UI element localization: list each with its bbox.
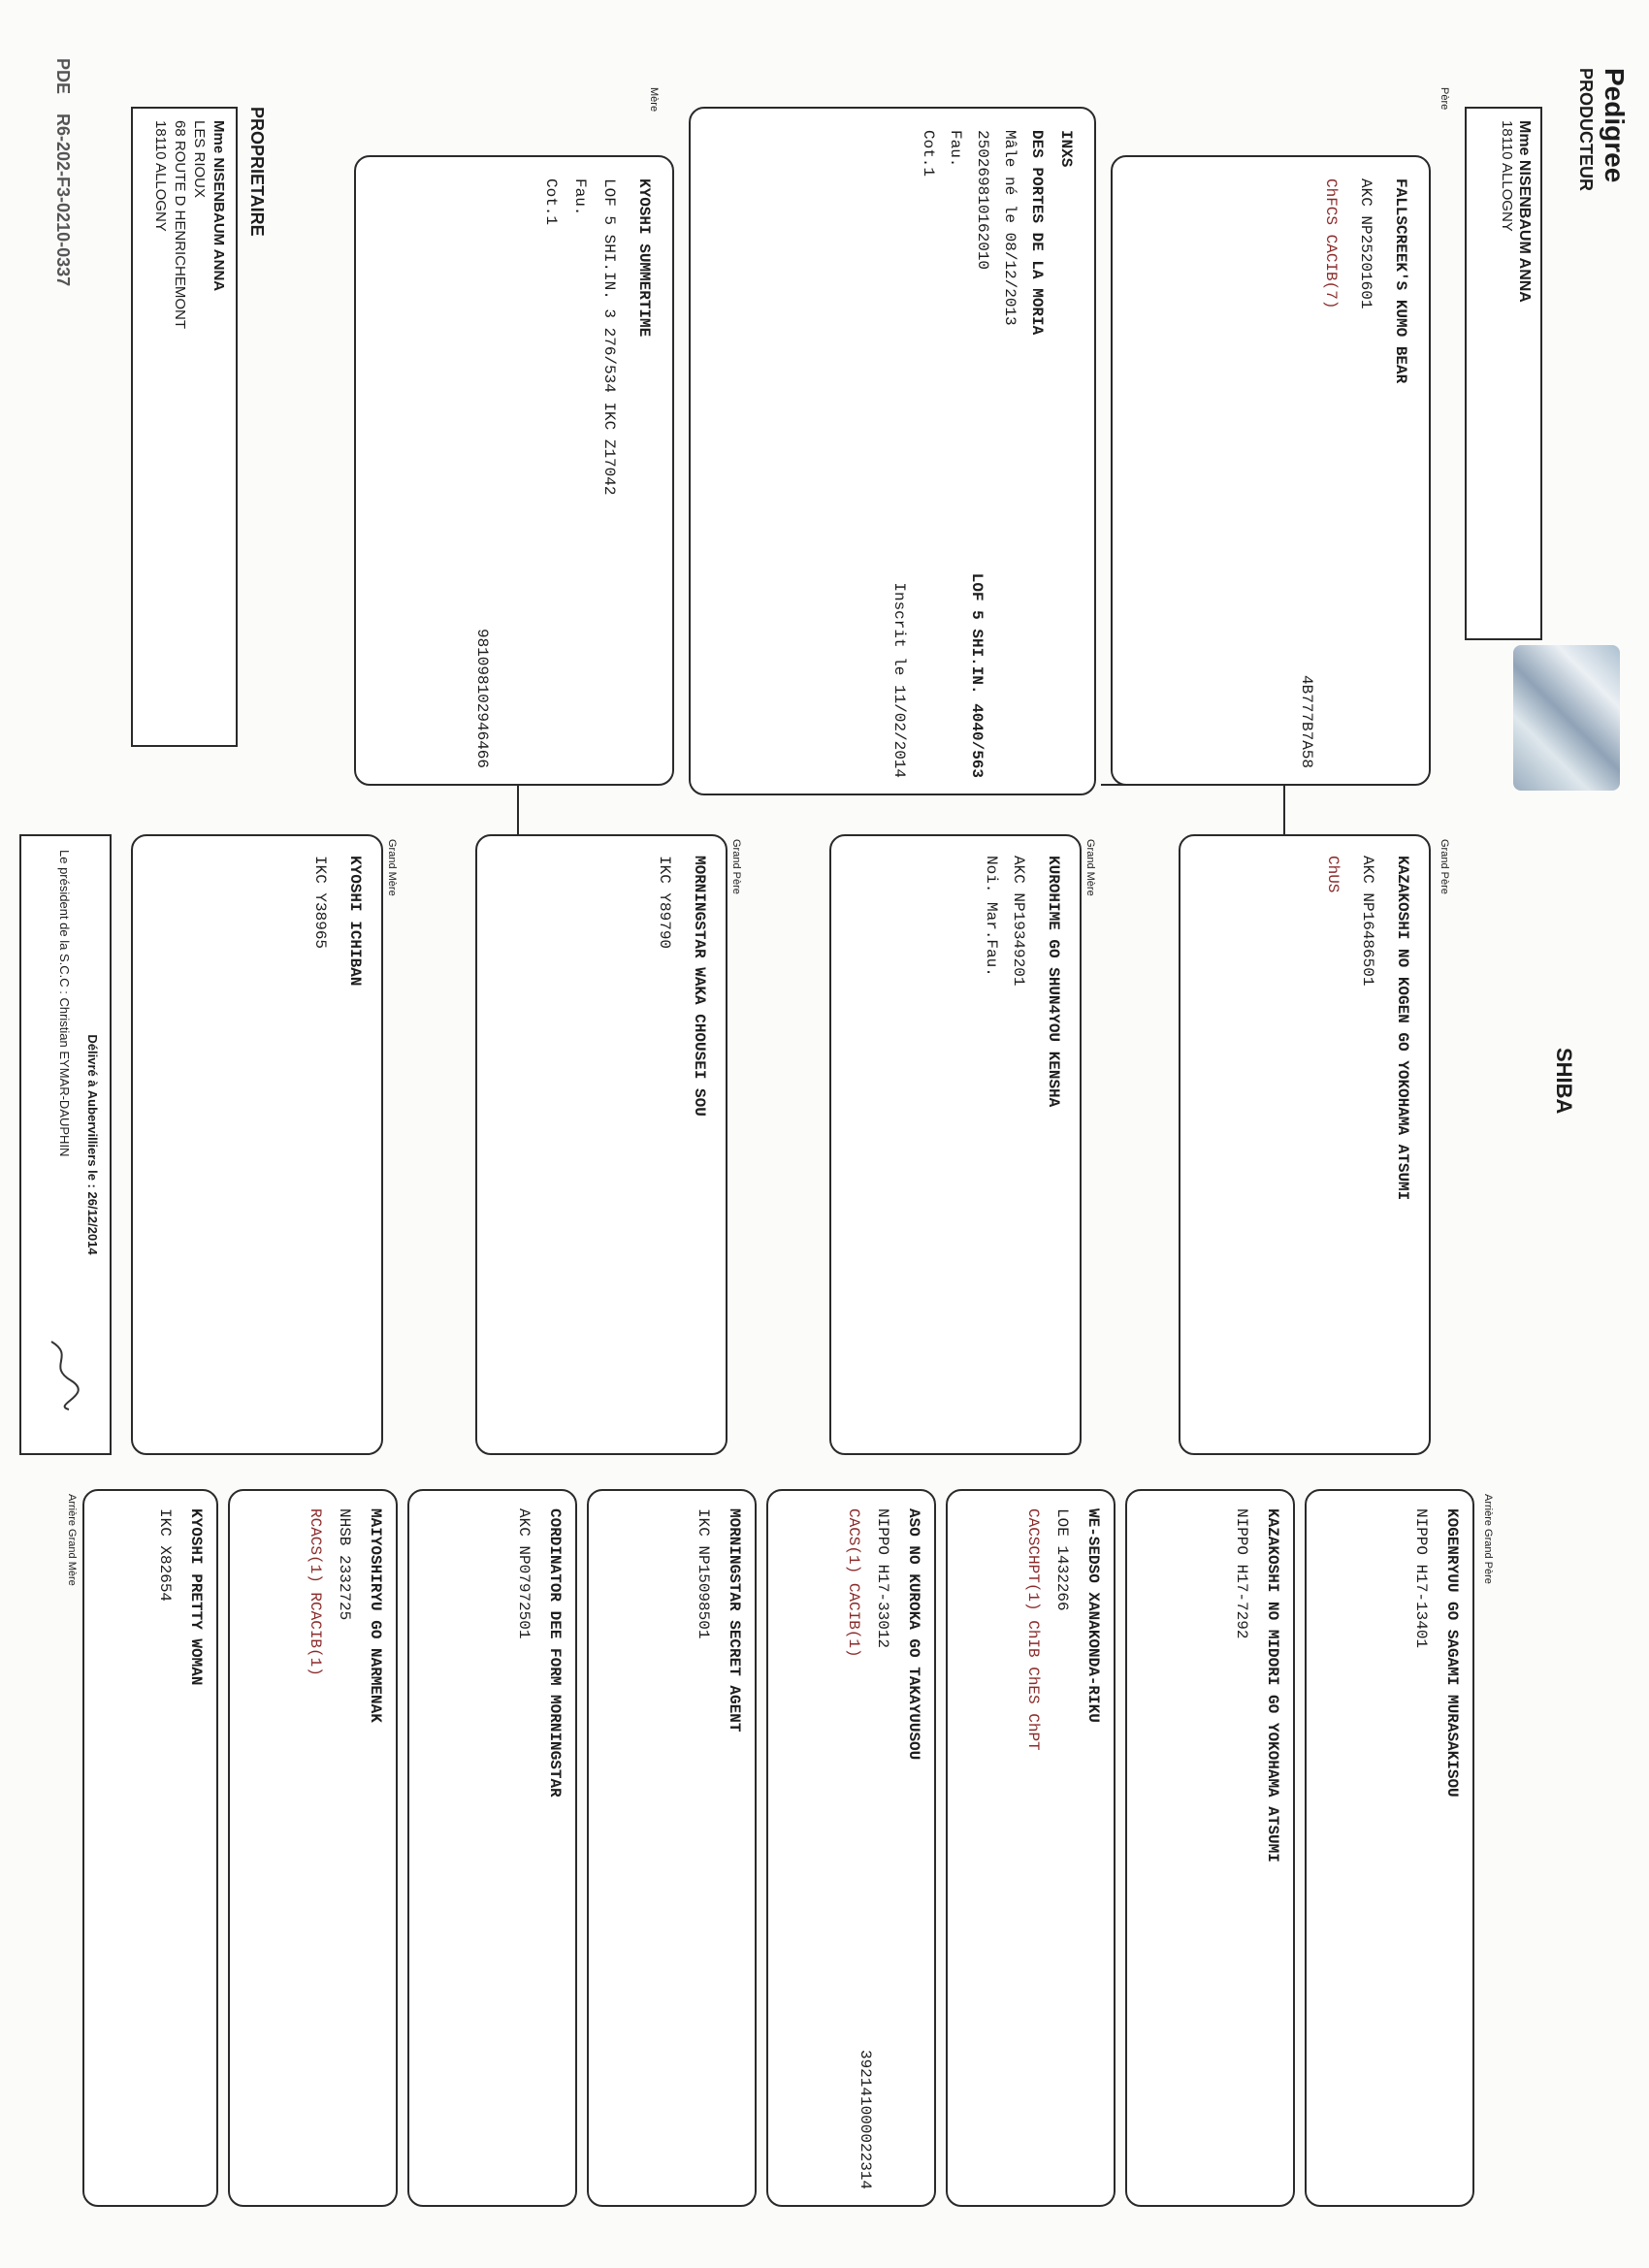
owner-name: Mme NISENBAUM ANNA [210,120,227,292]
subject-id: 250269810162010 [974,130,991,271]
dam-name: KYOSHI SUMMERTIME [635,178,653,338]
ggp6-name: CORDINATOR DEE FORM MORNINGSTAR [546,1508,564,1798]
gm2-name: KYOSHI ICHIBAN [346,856,364,987]
ggp4-reg: NIPPO H17-33012 [874,1508,891,1649]
owner-line3: 18110 ALLOGNY [152,120,169,232]
ggp8-name: KYOSHI PRETTY WOMAN [187,1508,205,1686]
gp1-name: KAZAKOSHI NO KOGEN GO YOKOHAMA ATSUMI [1394,856,1411,1201]
dam-id: 981098102946466 [473,628,491,768]
gp1-titles: ChUS [1324,856,1342,893]
gp1-label: Grand Père [1439,839,1450,894]
gm2-reg: IKC Y38965 [311,856,329,950]
ggp3-name: WE-SEDSO XANAKONDA-RIKU [1084,1508,1102,1723]
ggp6-box [407,1489,577,2207]
ggp7-name: MAIYOSHIRYU GO NARMENAK [367,1508,384,1723]
hologram-seal [1513,645,1620,791]
sire-name: FALLSCREEK'S KUMO BEAR [1392,178,1409,384]
ggp2-box [1125,1489,1295,2207]
gm1-label: Grand Mère [1084,839,1096,896]
producer-heading: PRODUCTEUR [1576,68,1596,192]
ggp8-reg: IKC X82654 [156,1508,174,1603]
gm1-name: KUROHIME GO SHUN4YOU KENSHA [1045,856,1062,1108]
owner-line2: 68 ROUTE D HENRICHEMONT [172,120,188,330]
delivered-text: Délivré à Aubervilliers le : 26/12/2014 [85,1034,100,1255]
ggp3-titles: CACSCHPT(1) ChIB ChES ChPT [1024,1508,1042,1751]
gp1-reg: AKC NP16486501 [1359,856,1376,987]
dam-color: Fau. [571,178,589,216]
document-reference: PDE R6-202-F3-0210-0337 [53,58,73,287]
ggp1-reg: NIPPO H17-13401 [1412,1508,1430,1649]
ggp6-reg: AKC NP07972501 [515,1508,533,1639]
subject-rating: Cot.1 [920,130,937,178]
dam-label: Mère [648,87,660,113]
sire-id: 4B777B7A58 [1298,674,1315,768]
owner-box [131,107,238,747]
gm1-reg: AKC NP19349201 [1010,856,1027,987]
subject-registered: Inscrit le 11/02/2014 [890,582,908,778]
ggp5-reg: IKC NP15098501 [695,1508,712,1639]
pedigree-title: Pedigree [1600,68,1630,183]
ggp1-label: Arrière Grand Père [1482,1494,1494,1584]
connector [393,784,635,786]
ggp5-name: MORNINGSTAR SECRET AGENT [726,1508,743,1733]
sire-titles: ChFCS CACIB(7) [1322,178,1340,309]
gp2-label: Grand Père [730,839,742,894]
subject-affix: DES PORTES DE LA MORIA [1028,130,1046,336]
gp2-box [475,834,728,1455]
ggp3-reg: LOE 1432266 [1053,1508,1071,1611]
ggp8-box [82,1489,218,2207]
ggp7-reg: NHSB 2332725 [336,1508,353,1621]
dam-reg: LOF 5 SHI.IN. 3 276/534 IKC Z17042 [600,178,618,496]
sire-label: Père [1439,87,1450,111]
producer-name: Mme NISENBAUM ANNA [1516,120,1533,303]
ggp4-titles: CACS(1) CACIB(1) [845,1508,862,1658]
dam-box [354,155,674,786]
dam-rating: Cot.1 [542,178,560,226]
ggp4-id: 392141000022314 [857,2049,874,2189]
ggp4-name: ASO NO KUROKA GO TAKAYUUSOU [905,1508,922,1761]
sire-box [1111,155,1431,786]
subject-reg: LOF 5 SHI.IN. 4040/563 [968,572,986,778]
ggp5-box [587,1489,757,2207]
ggp7-box [228,1489,398,2207]
gp1-box [1179,834,1431,1455]
breed-label: SHIBA [1552,1048,1576,1115]
gm1-box [829,834,1082,1455]
connector [1101,784,1343,786]
gm2-label: Grand Mère [386,839,398,896]
ggp1-box [1305,1489,1474,2207]
president-text: Le président de la S.C.C : Christian EYMAR-DAUPHIN [57,850,72,1157]
gp2-reg: IKC Y89790 [656,856,673,950]
ggp2-name: KAZAKOSHI NO MIDORI GO YOKOHAMA ATSUMI [1264,1508,1281,1863]
gp2-name: MORNINGSTAR WAKA CHOUSEI SOU [691,856,708,1117]
subject-born: Mâle né le 08/12/2013 [1001,130,1018,326]
subject-name: INXS [1057,130,1075,168]
signature-mark [42,1337,81,1414]
owner-line1: LES RIOUX [191,120,208,199]
ggm8-label: Arrière Grand Mère [66,1494,78,1586]
ggp7-titles: RCACS(1) RCACIB(1) [307,1508,324,1676]
ggp1-name: KOGENRYUU GO SAGAMI MURASAKISOU [1443,1508,1461,1798]
producer-city: 18110 ALLOGNY [1499,120,1515,232]
gm1-extra: Noi. Mar.Fau. [983,856,1000,977]
ggp3-box [946,1489,1116,2207]
subject-color: Fau. [947,130,964,168]
signature-box [19,834,112,1455]
ggp2-reg: NIPPO H17-7292 [1233,1508,1250,1639]
sire-reg: AKC NP25201601 [1357,178,1374,309]
owner-heading: PROPRIETAIRE [247,107,267,237]
producer-box [1465,107,1542,640]
ggp4-box [766,1489,936,2207]
subject-box [689,107,1096,795]
gm2-box [131,834,383,1455]
